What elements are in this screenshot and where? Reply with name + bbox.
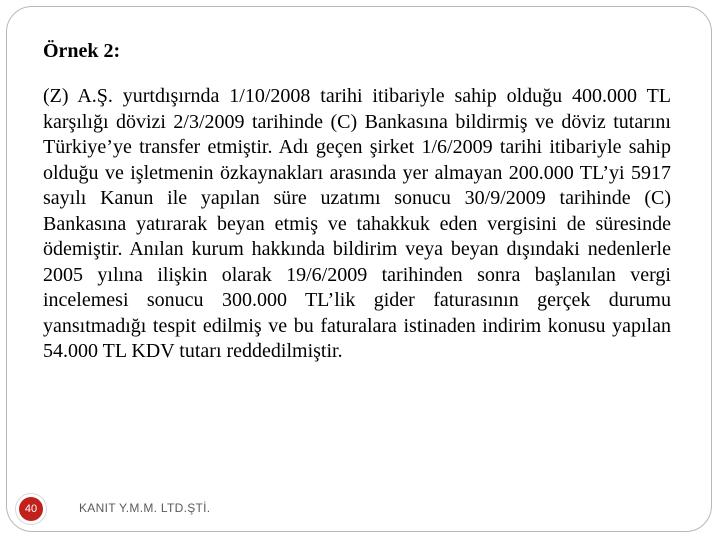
slide-body-text: (Z) A.Ş. yurtdışırnda 1/10/2008 tarihi itibariyle sahip olduğu 400.000 TL karşılığı dövizi 2/3/2009 tarihinde (C) Bankasına bildirmiş ve döviz tutarını Türkiye’ye transfer etmiştir. Adı geçen şirket 1/6/2009 tarihi itibariyle sahip olduğu ve işletmenin özkaynakları arasında yer almayan 200.000 TL’yi 5917 sayılı Kanun ile yapılan süre uzatımı sonucu 30/9/2009 tarihinde (C) Bankasına yatırarak beyan etmiş ve tahakkuk eden vergisini de süresinde ödemiştir. Anılan kurum hakkında bildirim veya beyan dışındaki nedenlerle 2005 yılına ilişkin olarak 19/6/2009 tarihinden sonra başlanılan vergi incelemesi sonucu 300.000 TL’lik gider faturasının gerçek durumu yansıtmadığı tespit edilmiş ve bu faturalara istinaden indirim konusu yapılan 54.000 TL KDV tutarı reddedilmiştir. <box>43 85 671 362</box>
page-number: 40 <box>24 503 38 515</box>
page-number-badge <box>19 497 43 521</box>
footer-company-name: KANIT Y.M.M. LTD.ŞTİ. <box>79 501 211 515</box>
slide-title: Örnek 2: <box>43 40 121 62</box>
